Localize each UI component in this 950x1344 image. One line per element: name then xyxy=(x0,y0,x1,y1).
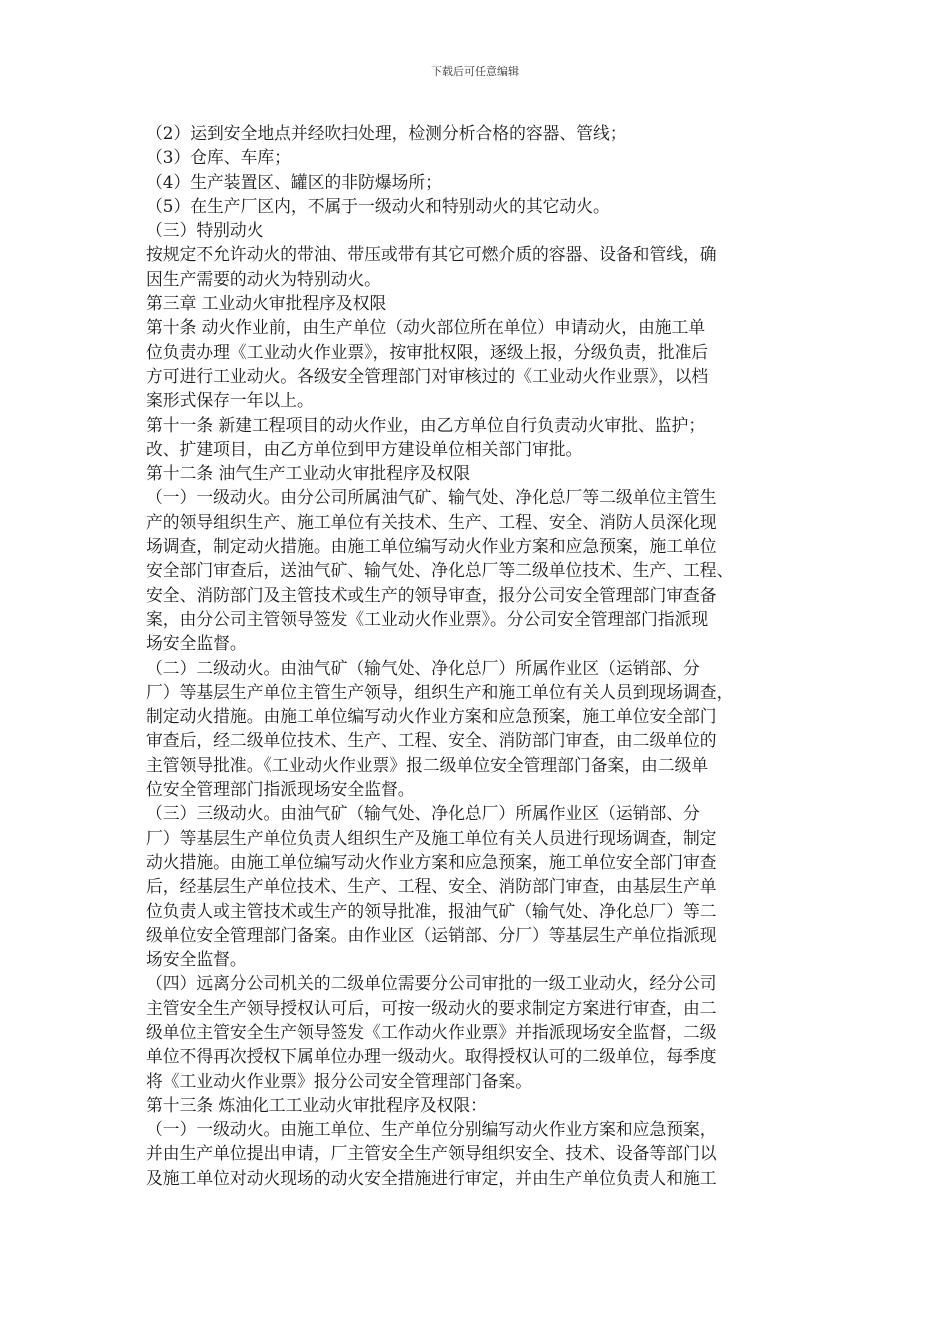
text-line: 及施工单位对动火现场的动火安全措施进行审定，并由生产单位负责人和施工 xyxy=(146,1167,717,1188)
text-line: （三）特别动火 xyxy=(146,220,264,241)
text-line: 改、扩建项目，由乙方单位到甲方建设单位相关部门审批。 xyxy=(146,438,583,459)
text-line: 审查后，经二级单位技术、生产、工程、安全、消防部门审查，由二级单位的 xyxy=(146,730,717,751)
text-line: 厂）等基层生产单位主管生产领导，组织生产和施工单位有关人员到现场调查， xyxy=(146,681,734,702)
text-line: 方可进行工业动火。各级安全管理部门对审核过的《工业动火作业票》，以档 xyxy=(146,365,709,386)
text-line: 主管领导批准。《工业动火作业票》报二级单位安全管理部门备案，由二级单 xyxy=(146,754,709,775)
text-line: 案形式保存一年以上。 xyxy=(146,390,314,411)
text-line: （一）一级动火。由分公司所属油气矿、输气处、净化总厂等二级单位主管生 xyxy=(146,487,717,508)
text-line: 案，由分公司主管领导签发《工业动火作业票》。分公司安全管理部门指派现 xyxy=(146,608,709,629)
text-line: 厂）等基层生产单位负责人组织生产及施工单位有关人员进行现场调查，制定 xyxy=(146,827,717,848)
text-line: 并由生产单位提出申请，厂主管安全生产领导组织安全、技术、设备等部门以 xyxy=(146,1143,717,1164)
document-body xyxy=(146,121,806,1190)
text-line: 主管安全生产领导授权认可后，可按一级动火的要求制定方案进行审查，由二 xyxy=(146,997,717,1018)
text-line: 安全、消防部门及主管技术或生产的领导审查，报分公司安全管理部门审查备 xyxy=(146,584,717,605)
text-line: 安全部门审查后，送油气矿、输气处、净化总厂等二级单位技术、生产、工程、 xyxy=(146,560,734,581)
text-line: 后，经基层生产单位技术、生产、工程、安全、消防部门审查，由基层生产单 xyxy=(146,876,717,897)
text-line: （4）生产装置区、罐区的非防爆场所； xyxy=(146,171,442,192)
text-line: 第十三条 炼油化工工业动火审批程序及权限： xyxy=(146,1094,487,1115)
text-line: （二）二级动火。由油气矿（输气处、净化总厂）所属作业区（运销部、分 xyxy=(146,657,700,678)
text-line: 级单位安全管理部门备案。由作业区（运销部、分厂）等基层生产单位指派现 xyxy=(146,924,717,945)
text-line: 场安全监督。 xyxy=(146,949,247,970)
text-line: 位负责人或主管技术或生产的领导批准，报油气矿（输气处、净化总厂）等二 xyxy=(146,900,717,921)
text-line: （四）远离分公司机关的二级单位需要分公司审批的一级工业动火，经分公司 xyxy=(146,973,717,994)
text-line: （2）运到安全地点并经吹扫处理，检测分析合格的容器、管线； xyxy=(146,123,627,143)
text-line: 级单位主管安全生产领导签发《工作动火作业票》并指派现场安全监督，二级 xyxy=(146,1021,717,1042)
text-line: 第十条 动火作业前，由生产单位（动火部位所在单位）申请动火，由施工单 xyxy=(146,317,706,338)
text-line: 第十一条 新建工程项目的动火作业，由乙方单位自行负责动火审批、监护； xyxy=(146,414,706,435)
text-line: 位安全管理部门指派现场安全监督。 xyxy=(146,779,415,800)
text-line: 动火措施。由施工单位编写动火作业方案和应急预案，施工单位安全部门审查 xyxy=(146,851,717,872)
text-line: 按规定不允许动火的带油、带压或带有其它可燃介质的容器、设备和管线，确 xyxy=(146,244,717,265)
text-line: （3）仓库、车库； xyxy=(146,147,291,168)
text-line: 单位不得再次授权下属单位办理一级动火。取得授权认可的二级单位，每季度 xyxy=(146,1046,717,1067)
text-line: （5）在生产厂区内，不属于一级动火和特别动火的其它动火。 xyxy=(146,195,610,216)
text-line: 场调查，制定动火措施。由施工单位编写动火作业方案和应急预案，施工单位 xyxy=(146,536,717,557)
text-line: （一）一级动火。由施工单位、生产单位分别编写动火作业方案和应急预案， xyxy=(146,1119,717,1140)
text-line: 制定动火措施。由施工单位编写动火作业方案和应急预案，施工单位安全部门 xyxy=(146,706,717,727)
text-line: 场安全监督。 xyxy=(146,633,247,654)
text-line: 第十二条 油气生产工业动火审批程序及权限 xyxy=(146,463,471,484)
text-line: 第三章 工业动火审批程序及权限 xyxy=(146,293,387,314)
page-header: 下载后可任意编辑 xyxy=(431,65,519,78)
text-line: （三）三级动火。由油气矿（输气处、净化总厂）所属作业区（运销部、分 xyxy=(146,803,700,824)
text-line: 因生产需要的动火为特别动火。 xyxy=(146,268,381,289)
text-line: 产的领导组织生产、施工单位有关技术、生产、工程、安全、消防人员深化现 xyxy=(146,511,717,532)
text-line: 将《工业动火作业票》报分公司安全管理部门备案。 xyxy=(146,1070,532,1091)
text-line: 位负责办理《工业动火作业票》，按审批权限，逐级上报，分级负责，批准后 xyxy=(146,341,709,362)
